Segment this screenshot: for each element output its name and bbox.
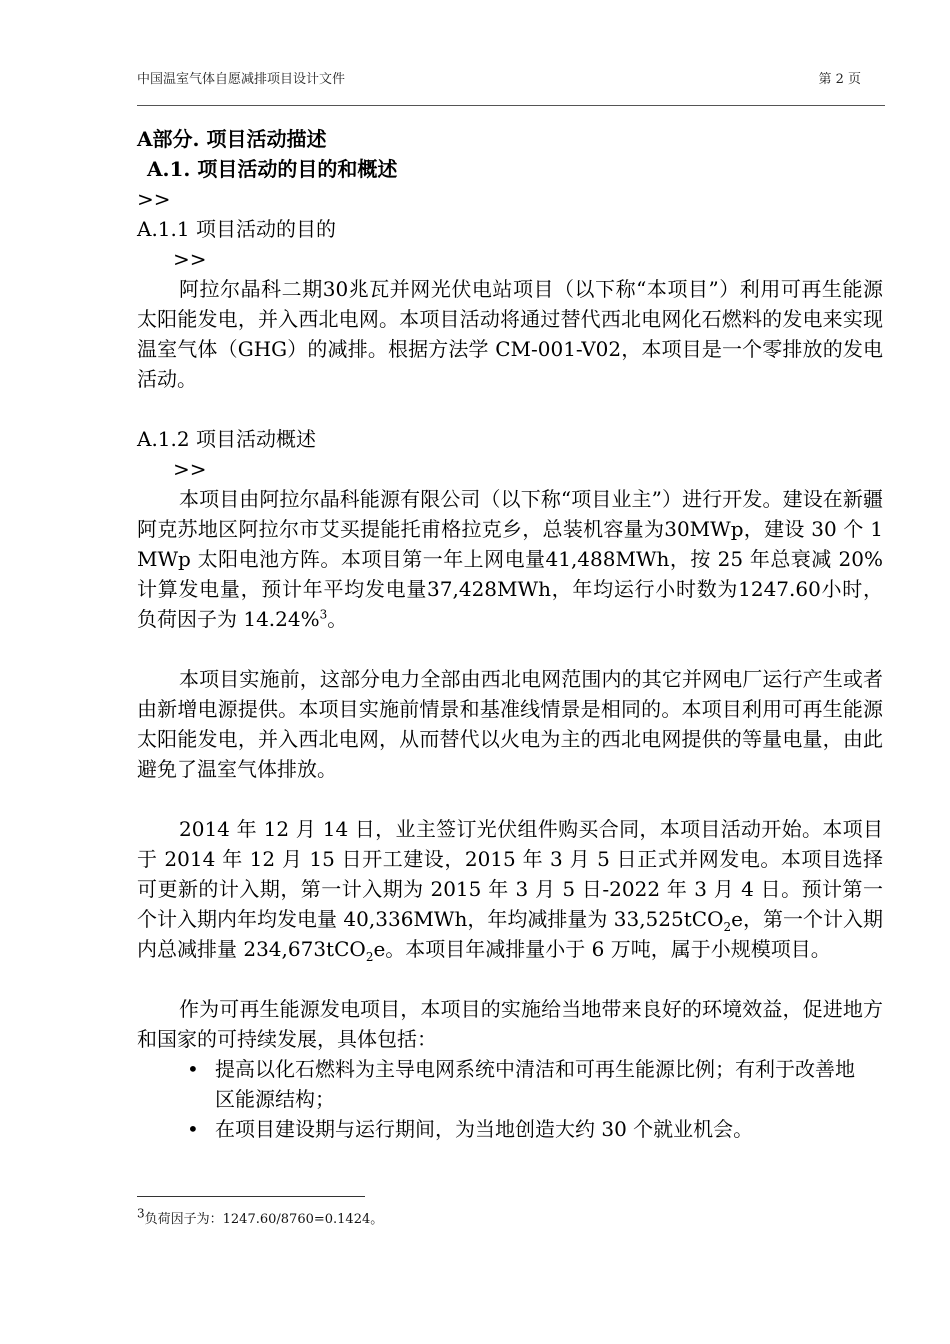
document-title: 中国温室气体自愿减排项目设计文件 [137, 72, 346, 87]
list-item [137, 1114, 883, 1144]
paragraph-overview-1-text: 本项目由阿拉尔晶科能源有限公司（以下称“项目业主”）进行开发。建设在新疆阿克苏地区阿拉尔市艾买提能托甫格拉克乡，总装机容量为30MWp，建设 30 个 1 MWp 太阳电池方阵。本项目第一年上网电量41,488MWh，按 25 年总衰减 20%计算发电量，预计年平均发电量37,428MWh，年均运行小时数为1247.60小时，负荷因子为 14.24% [137, 487, 883, 631]
header-divider [137, 105, 885, 106]
page-header [137, 62, 861, 92]
paragraph-overview-3-part-c: e。本项目年减排量小于 6 万吨，属于小规模项目。 [373, 937, 831, 961]
subscript-2: 2 [723, 920, 732, 934]
subsection-heading-a111: A.1.1 项目活动的目的 [137, 217, 336, 241]
subsection-heading-a112: A.1.2 项目活动概述 [137, 427, 316, 451]
paragraph-purpose: 阿拉尔晶科二期30兆瓦并网光伏电站项目（以下称“本项目”）利用可再生能源太阳能发电，并入西北电网。本项目活动将通过替代西北电网化石燃料的发电来实现温室气体（GHG）的减排。根据方法学 CM-001-V02，本项目是一个零排放的发电活动。 [137, 277, 883, 391]
paragraph-overview-1-end: 。 [327, 607, 348, 631]
footnote-text: 负荷因子为：1247.60/8760=0.1424。 [144, 1212, 384, 1227]
page-number: 第 2 页 [818, 72, 861, 87]
list-item-text: 提高以化石燃料为主导电网系统中清洁和可再生能源比例；有利于改善地区能源结构； [215, 1057, 855, 1111]
paragraph-overview-3 [137, 814, 883, 964]
list-item-text: 在项目建设期与运行期间，为当地创造大约 30 个就业机会。 [215, 1117, 754, 1141]
paragraph-overview-3-part-a: 2014 年 12 月 14 日，业主签订光伏组件购买合同，本项目活动开始。本项目于 2014 年 12 月 15 日开工建设，2015 年 3 月 5 日正式并网发电。本项目选择可更新的计入期，第一计入期为 2015 年 3 月 5 日-2022 年 3 月 4 日。预计第一个计入期内年均发电量 40,336MWh，年均减排量为 33,525tCO [137, 817, 883, 931]
paragraph-overview-1 [137, 484, 883, 634]
paragraph-overview-4: 作为可再生能源发电项目，本项目的实施给当地带来良好的环境效益，促进地方和国家的可持续发展，具体包括： [137, 997, 883, 1051]
benefit-list [137, 1054, 883, 1144]
section-title: A部分. 项目活动描述 [137, 127, 327, 151]
paragraph-overview-3-part-b: e，第一个计入期内总减排量 234,673tCO [137, 907, 883, 961]
subsection-marker-a112: >> [173, 457, 207, 481]
subsection-marker-a111: >> [173, 247, 207, 271]
footnote [137, 1208, 383, 1227]
subscript-2: 2 [365, 950, 374, 964]
section-marker: >> [137, 187, 171, 211]
paragraph-overview-2: 本项目实施前，这部分电力全部由西北电网范围内的其它并网电厂运行产生或者由新增电源提供。本项目实施前情景和基准线情景是相同的。本项目利用可再生能源太阳能发电，并入西北电网，从而替代以火电为主的西北电网提供的等量电量，由此避免了温室气体排放。 [137, 667, 883, 781]
footnote-reference: 3 [319, 607, 328, 622]
list-item [137, 1054, 883, 1114]
footnote-divider [137, 1196, 365, 1197]
bullet-icon: • [187, 1117, 199, 1141]
bullet-icon: • [187, 1057, 199, 1081]
section-subtitle: A.1. 项目活动的目的和概述 [147, 157, 398, 181]
document-body [137, 124, 883, 1144]
footnote-number: 3 [137, 1206, 145, 1221]
